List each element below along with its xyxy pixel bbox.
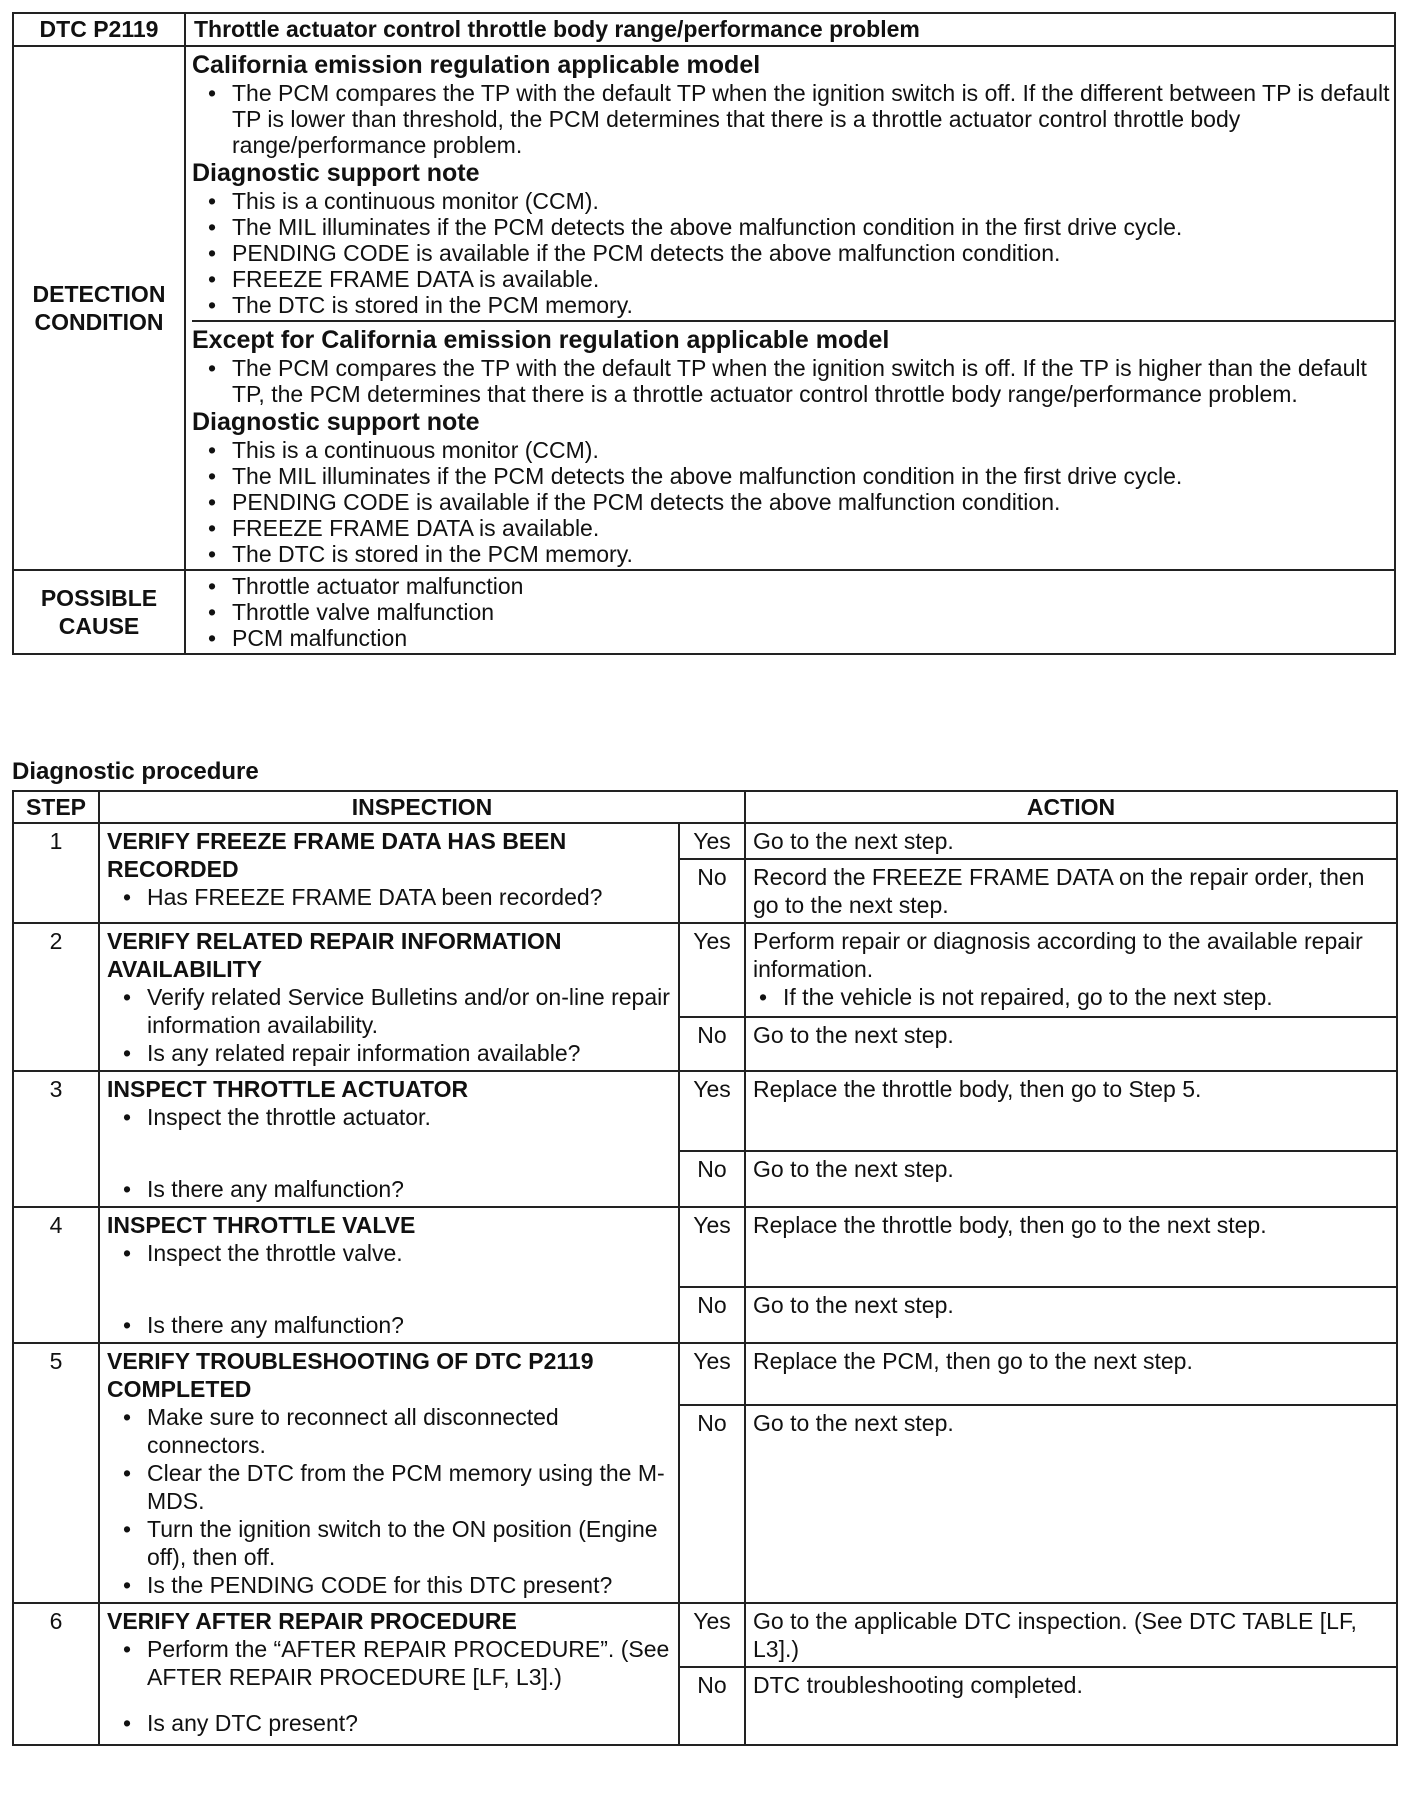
list-item: • PENDING CODE is available if the PCM detects the above malfunction condition. bbox=[232, 240, 1394, 266]
list-item: • Inspect the throttle actuator. bbox=[147, 1103, 671, 1131]
table-row bbox=[13, 1343, 1397, 1405]
step-items bbox=[107, 983, 671, 1067]
yes-action: Go to the next step. bbox=[745, 823, 1397, 859]
no-action: Go to the next step. bbox=[745, 1151, 1397, 1207]
possible-cause-label-line1: POSSIBLE bbox=[40, 585, 158, 611]
yes-label: Yes bbox=[679, 1603, 745, 1667]
step-number: 2 bbox=[13, 923, 99, 1071]
yes-label: Yes bbox=[679, 923, 745, 1017]
list-item: • Turn the ignition switch to the ON position (Engine off), then off. bbox=[147, 1515, 671, 1571]
table-row bbox=[13, 1207, 1397, 1287]
california-section bbox=[192, 47, 1394, 322]
except-california-description-list bbox=[192, 355, 1394, 407]
step-number: 6 bbox=[13, 1603, 99, 1745]
list-item: • Is any related repair information available? bbox=[147, 1039, 671, 1067]
no-label: No bbox=[679, 1017, 745, 1071]
table-row bbox=[13, 823, 1397, 859]
step-number: 5 bbox=[13, 1343, 99, 1603]
possible-cause-label-line2: CAUSE bbox=[58, 613, 140, 639]
list-item: • If the vehicle is not repaired, go to the next step. bbox=[783, 983, 1389, 1011]
yes-label: Yes bbox=[679, 1207, 745, 1287]
step-number: 1 bbox=[13, 823, 99, 923]
list-item: • Is there any malfunction? bbox=[147, 1311, 671, 1339]
california-title: California emission regulation applicable model bbox=[192, 51, 761, 79]
list-item: • Throttle actuator malfunction bbox=[232, 573, 1388, 599]
possible-cause-label bbox=[13, 570, 185, 654]
dtc-code: DTC P2119 bbox=[13, 13, 185, 46]
step-title: VERIFY FREEZE FRAME DATA HAS BEEN RECORDED bbox=[107, 828, 567, 882]
detection-condition-row bbox=[13, 46, 1395, 570]
list-item: • Throttle valve malfunction bbox=[232, 599, 1388, 625]
step-number: 3 bbox=[13, 1071, 99, 1207]
procedure-header-row bbox=[13, 791, 1397, 823]
step-inspection bbox=[99, 823, 679, 923]
yes-action bbox=[745, 923, 1397, 1017]
step-items bbox=[107, 1239, 671, 1339]
table-row bbox=[13, 1071, 1397, 1151]
list-item: • PCM malfunction bbox=[232, 625, 1388, 651]
california-notes bbox=[192, 188, 1394, 318]
step-inspection bbox=[99, 1207, 679, 1343]
step-items bbox=[107, 883, 671, 911]
detection-condition-content bbox=[185, 46, 1395, 570]
no-action: Record the FREEZE FRAME DATA on the repair order, then go to the next step. bbox=[745, 859, 1397, 923]
list-item: • Clear the DTC from the PCM memory using the M-MDS. bbox=[147, 1459, 671, 1515]
california-note-title: Diagnostic support note bbox=[192, 159, 480, 187]
california-description-list bbox=[192, 80, 1394, 158]
detection-label-line2: CONDITION bbox=[34, 309, 164, 335]
list-item: • Is the PENDING CODE for this DTC present? bbox=[147, 1571, 671, 1599]
yes-label: Yes bbox=[679, 1071, 745, 1151]
table-row bbox=[13, 923, 1397, 1017]
list-item: • Is there any malfunction? bbox=[147, 1175, 671, 1203]
yes-action-text: Perform repair or diagnosis according to the available repair information. bbox=[753, 928, 1363, 982]
except-california-notes bbox=[192, 437, 1394, 567]
step-inspection bbox=[99, 1343, 679, 1603]
list-item: • Verify related Service Bulletins and/or on-line repair information availability. bbox=[147, 983, 671, 1039]
step-inspection bbox=[99, 1603, 679, 1745]
step-items bbox=[107, 1403, 671, 1599]
list-item: • Is any DTC present? bbox=[147, 1709, 671, 1737]
list-item: • Make sure to reconnect all disconnected connectors. bbox=[147, 1403, 671, 1459]
list-item: • The MIL illuminates if the PCM detects the above malfunction condition in the first drive cycle. bbox=[232, 214, 1394, 240]
yes-action: Replace the throttle body, then go to the next step. bbox=[745, 1207, 1397, 1287]
yes-action: Go to the applicable DTC inspection. (See DTC TABLE [LF, L3].) bbox=[745, 1603, 1397, 1667]
dtc-header-row bbox=[13, 13, 1395, 46]
except-california-title: Except for California emission regulation applicable model bbox=[192, 326, 890, 354]
step-title: VERIFY TROUBLESHOOTING OF DTC P2119 COMPLETED bbox=[107, 1348, 594, 1402]
step-title: VERIFY RELATED REPAIR INFORMATION AVAILABILITY bbox=[107, 928, 562, 982]
yes-action-sub bbox=[753, 983, 1389, 1011]
step-items bbox=[107, 1103, 671, 1203]
step-inspection bbox=[99, 1071, 679, 1207]
dtc-title: Throttle actuator control throttle body range/performance problem bbox=[185, 13, 1395, 46]
action-header: ACTION bbox=[745, 791, 1397, 823]
table-row bbox=[13, 1603, 1397, 1667]
detection-label-line1: DETECTION bbox=[32, 281, 166, 307]
list-item: • Inspect the throttle valve. bbox=[147, 1239, 671, 1267]
list-item: • This is a continuous monitor (CCM). bbox=[232, 437, 1394, 463]
no-label: No bbox=[679, 859, 745, 923]
detection-condition-label bbox=[13, 46, 185, 570]
step-title: INSPECT THROTTLE ACTUATOR bbox=[107, 1076, 469, 1102]
except-california-description: • The PCM compares the TP with the default TP when the ignition switch is off. If the TP is higher than the default TP, the PCM determines that there is a throttle actuator control throttle body range/performance problem. bbox=[232, 355, 1394, 407]
list-item: • Perform the “AFTER REPAIR PROCEDURE”. (See AFTER REPAIR PROCEDURE [LF, L3].) bbox=[147, 1635, 671, 1691]
procedure-table bbox=[12, 790, 1398, 1746]
possible-cause-row bbox=[13, 570, 1395, 654]
list-item: • FREEZE FRAME DATA is available. bbox=[232, 515, 1394, 541]
except-california-section bbox=[192, 322, 1394, 569]
procedure-title: Diagnostic procedure bbox=[12, 758, 259, 785]
no-label: No bbox=[679, 1667, 745, 1745]
step-title: INSPECT THROTTLE VALVE bbox=[107, 1212, 416, 1238]
possible-cause-list bbox=[192, 573, 1388, 651]
yes-action: Replace the throttle body, then go to Step 5. bbox=[745, 1071, 1397, 1151]
step-number: 4 bbox=[13, 1207, 99, 1343]
step-items bbox=[107, 1635, 671, 1737]
list-item: • FREEZE FRAME DATA is available. bbox=[232, 266, 1394, 292]
list-item: • The DTC is stored in the PCM memory. bbox=[232, 292, 1394, 318]
list-item: • Has FREEZE FRAME DATA been recorded? bbox=[147, 883, 671, 911]
list-item: • This is a continuous monitor (CCM). bbox=[232, 188, 1394, 214]
no-label: No bbox=[679, 1405, 745, 1603]
possible-cause-content bbox=[185, 570, 1395, 654]
list-item: • PENDING CODE is available if the PCM detects the above malfunction condition. bbox=[232, 489, 1394, 515]
step-inspection bbox=[99, 923, 679, 1071]
no-action: Go to the next step. bbox=[745, 1405, 1397, 1603]
no-action: DTC troubleshooting completed. bbox=[745, 1667, 1397, 1745]
no-label: No bbox=[679, 1287, 745, 1343]
inspection-header: INSPECTION bbox=[99, 791, 745, 823]
list-item: • The DTC is stored in the PCM memory. bbox=[232, 541, 1394, 567]
yes-label: Yes bbox=[679, 823, 745, 859]
except-california-note-title: Diagnostic support note bbox=[192, 408, 480, 436]
step-title: VERIFY AFTER REPAIR PROCEDURE bbox=[107, 1608, 517, 1634]
no-label: No bbox=[679, 1151, 745, 1207]
step-header: STEP bbox=[13, 791, 99, 823]
no-action: Go to the next step. bbox=[745, 1287, 1397, 1343]
california-description: • The PCM compares the TP with the default TP when the ignition switch is off. If the different between TP is default TP is lower than threshold, the PCM determines that there is a throttle actuator control throttle body range/performance problem. bbox=[232, 80, 1394, 158]
no-action: Go to the next step. bbox=[745, 1017, 1397, 1071]
yes-action: Replace the PCM, then go to the next step. bbox=[745, 1343, 1397, 1405]
list-item: • The MIL illuminates if the PCM detects the above malfunction condition in the first drive cycle. bbox=[232, 463, 1394, 489]
dtc-info-table bbox=[12, 12, 1396, 655]
yes-label: Yes bbox=[679, 1343, 745, 1405]
